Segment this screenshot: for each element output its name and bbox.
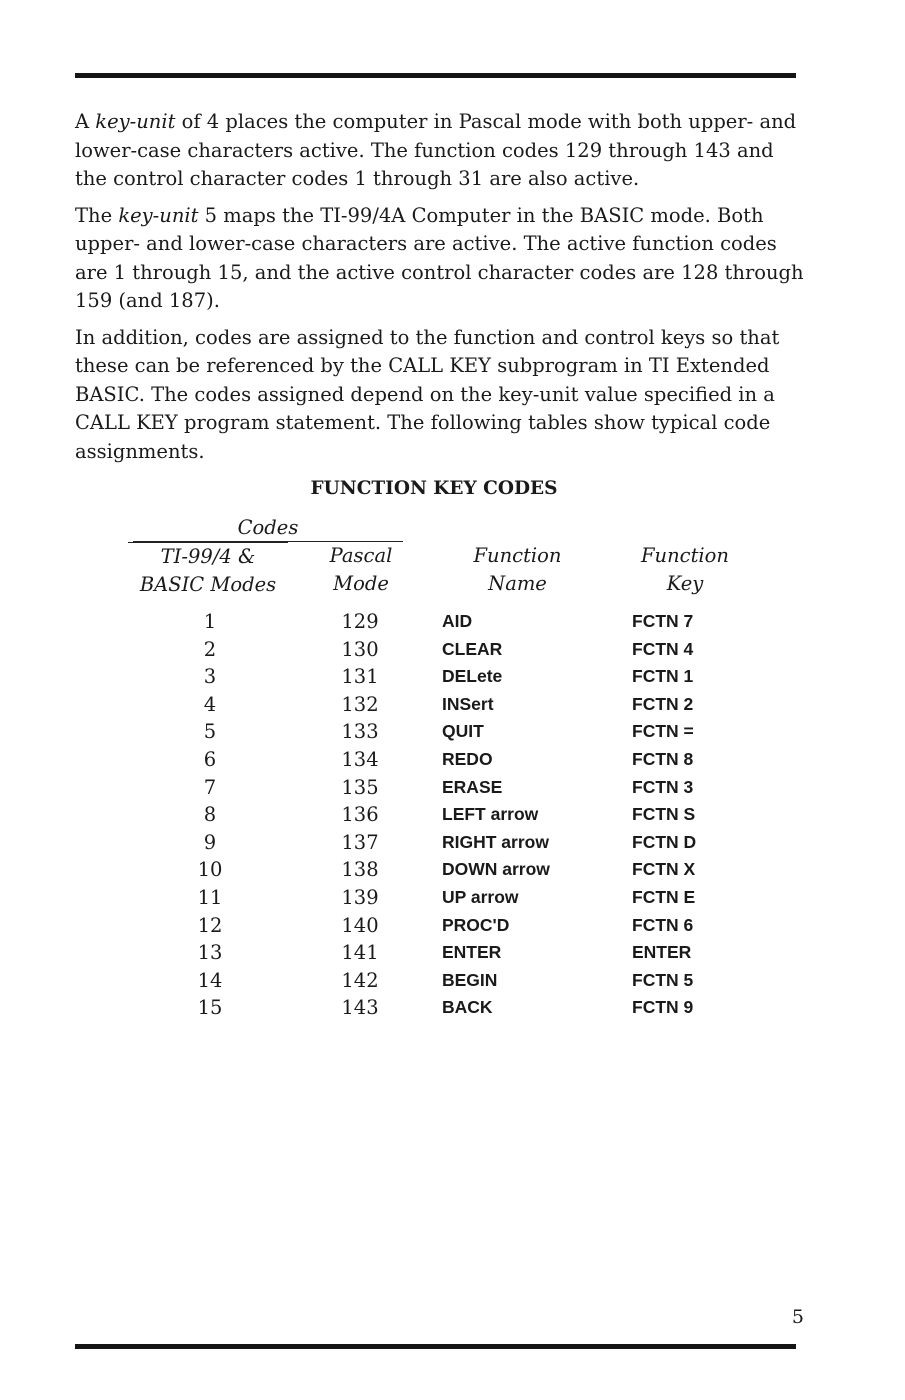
basic-mode-code: 12: [197, 913, 223, 937]
pascal-mode-code: 142: [341, 968, 379, 992]
pascal-mode-code: 141: [341, 941, 379, 965]
pascal-mode-code: 134: [341, 747, 379, 771]
column-header-line: Key: [666, 572, 704, 595]
table-row: [0, 801, 905, 829]
basic-mode-code: 4: [203, 692, 217, 716]
function-key: FCTN 9: [632, 997, 694, 1018]
table-row: [0, 967, 905, 995]
function-key-table-body: [0, 608, 905, 1022]
column-header-line: Name: [488, 572, 547, 595]
pascal-mode-code: 140: [341, 913, 379, 937]
pascal-mode-code: 133: [341, 720, 379, 744]
pascal-mode-code: 139: [341, 885, 379, 909]
basic-mode-code: 14: [197, 968, 223, 992]
pascal-mode-code: 143: [341, 996, 379, 1020]
function-name: QUIT: [442, 721, 484, 742]
pascal-mode-code: 130: [341, 637, 379, 661]
paragraph: [75, 324, 805, 467]
table-row: [0, 636, 905, 664]
basic-mode-code: 1: [203, 610, 217, 633]
function-name: PROC'D: [442, 914, 510, 935]
basic-mode-code: 7: [203, 775, 217, 799]
italic-term: key-unit: [118, 203, 199, 227]
function-key: ENTER: [632, 942, 692, 963]
function-key: FCTN X: [632, 859, 696, 880]
function-key: FCTN 8: [632, 748, 694, 769]
table-row: [0, 829, 905, 857]
function-key: FCTN 5: [632, 969, 694, 990]
function-key: FCTN 7: [632, 611, 694, 631]
codes-group-header: Codes: [133, 514, 403, 542]
table-row: [0, 691, 905, 719]
pascal-mode-code: 135: [341, 775, 379, 799]
body-text: [75, 108, 805, 474]
table-row: [0, 608, 905, 636]
function-key-column-header: [610, 542, 760, 598]
table-row: [0, 939, 905, 967]
column-header-line: Pascal: [329, 544, 393, 567]
basic-mode-code: 9: [203, 830, 217, 854]
paragraph-text: The: [75, 203, 119, 227]
function-key: FCTN D: [632, 831, 697, 852]
table-row: [0, 856, 905, 884]
function-key: FCTN 2: [632, 693, 694, 714]
function-name: REDO: [442, 748, 493, 769]
pascal-mode-code: 132: [341, 692, 379, 716]
table-row: [0, 746, 905, 774]
basic-modes-column-header: [128, 542, 288, 599]
page-number: 5: [791, 1306, 804, 1328]
function-key: FCTN 6: [632, 914, 694, 935]
pascal-mode-code: 136: [341, 803, 379, 827]
column-header-line: Function: [641, 544, 729, 567]
italic-term: key-unit: [95, 110, 176, 133]
function-name: RIGHT arrow: [442, 831, 549, 852]
pascal-mode-code: 129: [341, 610, 379, 633]
basic-mode-code: 6: [203, 747, 217, 771]
column-header-line: TI-99/4 &: [160, 545, 256, 568]
function-key: FCTN S: [632, 804, 696, 825]
basic-mode-code: 2: [203, 637, 217, 661]
table-row: [0, 774, 905, 802]
column-header-line: Function: [473, 544, 562, 567]
function-name: BEGIN: [442, 969, 498, 990]
basic-mode-code: 5: [203, 720, 217, 744]
function-key: FCTN 3: [632, 776, 694, 797]
function-name: CLEAR: [442, 638, 503, 659]
function-name: BACK: [442, 997, 493, 1018]
column-header-line: BASIC Modes: [139, 573, 277, 596]
function-key: FCTN E: [632, 886, 696, 907]
function-name: INSert: [442, 693, 494, 714]
paragraph-text: In addition, codes are assigned to the function and control keys so that these can be referenced by the CALL KEY subprogram in TI Extended BASIC. The codes assigned depend on the key-unit value specified in a CALL KEY program statement. The following tables show typical code assignments.: [75, 325, 780, 463]
basic-mode-code: 3: [203, 665, 217, 689]
function-name: DOWN arrow: [442, 859, 550, 880]
pascal-mode-column-header: [306, 542, 416, 598]
basic-mode-code: 10: [197, 858, 223, 882]
paragraph-text: 5 maps the TI-99/4A Computer in the BASIC mode. Both upper- and lower-case characters are active. The active function codes are 1 through 15, and the active control character codes are 128 through 159 (and 187).: [75, 203, 804, 312]
table-row: [0, 994, 905, 1022]
function-name-column-header: [440, 542, 595, 598]
function-name: ERASE: [442, 776, 503, 797]
function-key: FCTN 1: [632, 666, 694, 687]
function-name: ENTER: [442, 942, 502, 963]
function-name: AID: [442, 611, 473, 631]
pascal-mode-code: 131: [341, 665, 379, 689]
paragraph: [75, 202, 805, 316]
function-name: DELete: [442, 666, 503, 687]
basic-mode-code: 13: [197, 941, 223, 965]
function-name: LEFT arrow: [442, 804, 539, 825]
bottom-rule: [75, 1344, 796, 1349]
basic-mode-code: 8: [203, 803, 217, 827]
table-row: [0, 912, 905, 940]
table-row: [0, 718, 905, 746]
paragraph-text: A: [75, 110, 96, 133]
pascal-mode-code: 138: [341, 858, 379, 882]
table-row: [0, 663, 905, 691]
table-title: FUNCTION KEY CODES: [310, 478, 558, 499]
function-key: FCTN 4: [632, 638, 694, 659]
basic-mode-code: 11: [197, 885, 223, 909]
pascal-mode-code: 137: [341, 830, 379, 854]
table-row: [0, 884, 905, 912]
basic-mode-code: 15: [197, 996, 223, 1020]
paragraph: [75, 108, 805, 194]
column-header-line: Mode: [333, 572, 389, 595]
function-name: UP arrow: [442, 886, 519, 907]
paragraph-text: of 4 places the computer in Pascal mode with both upper- and lower-case characters active. The function codes 129 through 143 and the control character codes 1 through 31 are also active.: [75, 110, 797, 190]
function-key: FCTN =: [632, 721, 694, 742]
top-rule: [75, 73, 796, 78]
